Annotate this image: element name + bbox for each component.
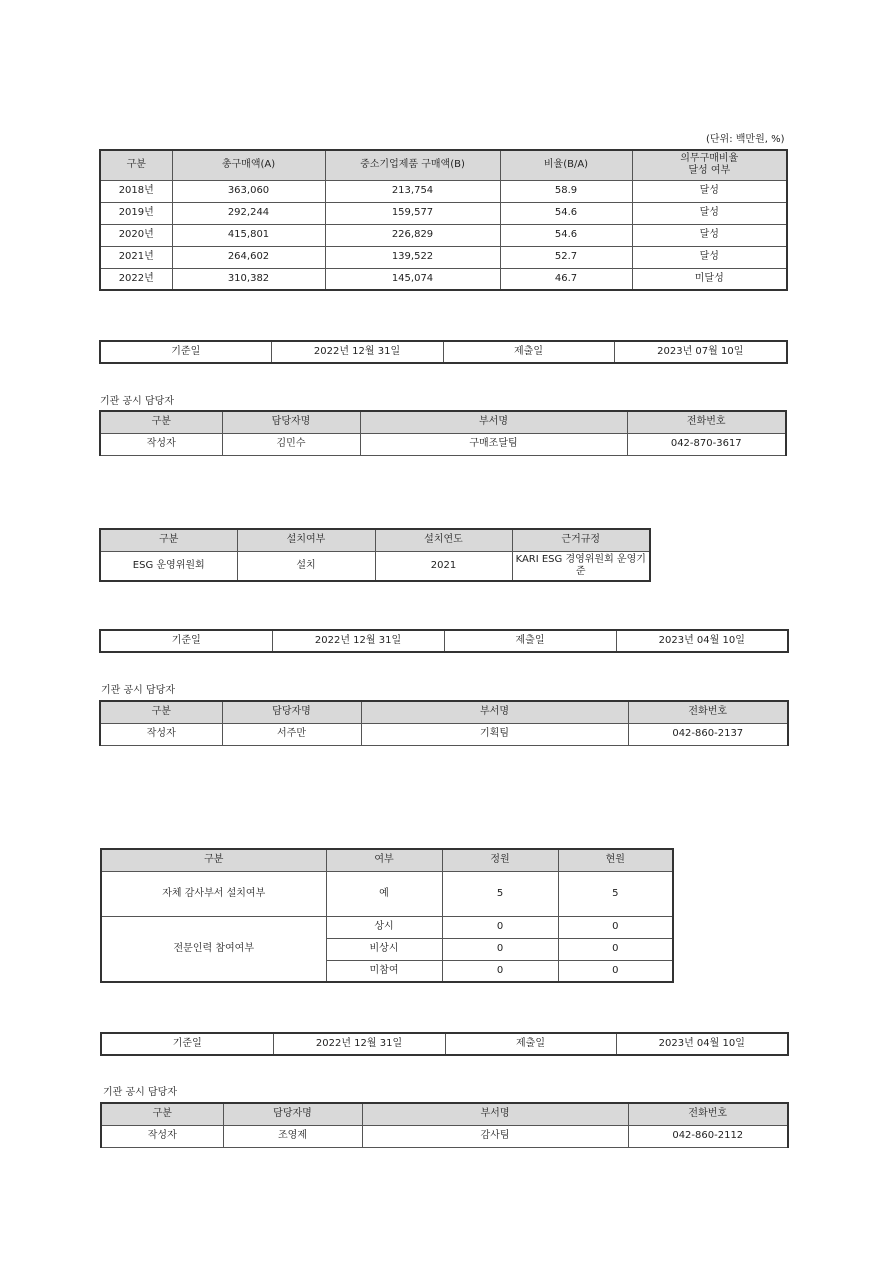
cell-sme: 145,074 <box>325 268 500 290</box>
cell-regulation <box>512 551 650 581</box>
cell-current: 0 <box>558 960 673 982</box>
cell-person: 서주만 <box>222 723 361 745</box>
header-regulation: 근거규정 <box>512 529 650 551</box>
table-row <box>101 1125 788 1147</box>
cell-role: 작성자 <box>100 433 222 455</box>
header-category: 구분 <box>100 411 222 433</box>
header-install-year: 설치연도 <box>375 529 512 551</box>
header-current: 현원 <box>558 849 673 871</box>
table-row <box>100 551 650 581</box>
cell-ratio: 46.7 <box>500 268 632 290</box>
purchase-table <box>99 149 788 291</box>
table-row <box>100 202 787 224</box>
submit-date-label: 제출일 <box>444 630 616 652</box>
cell-current: 5 <box>558 871 673 916</box>
header-category: 구분 <box>101 1103 223 1125</box>
cell-year: 2022년 <box>100 268 172 290</box>
cell-current: 0 <box>558 938 673 960</box>
cell-status: 예 <box>326 871 442 916</box>
header-category: 구분 <box>100 701 222 723</box>
cell-regulation-line1: KARI ESG 경영위원회 운영기 <box>515 553 646 565</box>
cell-department: 감사팀 <box>362 1125 628 1147</box>
table-header-row <box>100 529 650 551</box>
cell-department: 구매조달팀 <box>360 433 627 455</box>
unit-note: (단위: 백만원, %) <box>706 134 785 145</box>
cell-audit-dept: 자체 감사부서 설치여부 <box>101 871 326 916</box>
cell-phone: 042-860-2137 <box>628 723 788 745</box>
submit-date-label: 제출일 <box>443 341 614 363</box>
header-achievement-line2: 달성 여부 <box>688 165 731 177</box>
cell-current: 0 <box>558 916 673 938</box>
header-department: 부서명 <box>361 701 628 723</box>
purchase-table-block <box>99 149 788 291</box>
cell-sme: 139,522 <box>325 246 500 268</box>
table-header-row <box>100 411 786 433</box>
cell-ratio: 52.7 <box>500 246 632 268</box>
cell-achievement: 달성 <box>632 224 787 246</box>
cell-person: 김민수 <box>222 433 360 455</box>
cell-total: 292,244 <box>172 202 325 224</box>
cell-ratio: 58.9 <box>500 180 632 202</box>
header-category: 구분 <box>100 150 172 180</box>
base-date-label: 기준일 <box>100 630 272 652</box>
cell-phone: 042-870-3617 <box>627 433 786 455</box>
cell-achievement: 달성 <box>632 180 787 202</box>
dates-block-1 <box>99 340 788 364</box>
cell-year: 2018년 <box>100 180 172 202</box>
header-status: 여부 <box>326 849 442 871</box>
table-header-row <box>100 701 788 723</box>
cell-year: 2021년 <box>100 246 172 268</box>
cell-regulation-line2: 준 <box>575 565 586 577</box>
contact-section-title: 기관 공시 담당자 <box>100 396 174 407</box>
cell-expert-participation: 전문인력 참여여부 <box>101 916 326 982</box>
cell-sme: 226,829 <box>325 224 500 246</box>
dates-block-2 <box>99 629 789 653</box>
cell-quota: 0 <box>442 916 558 938</box>
table-row <box>100 246 787 268</box>
cell-status: 상시 <box>326 916 442 938</box>
cell-ratio: 54.6 <box>500 224 632 246</box>
header-quota: 정원 <box>442 849 558 871</box>
cell-ratio: 54.6 <box>500 202 632 224</box>
table-header-row <box>101 849 673 871</box>
contact-block-3 <box>100 1102 789 1148</box>
cell-phone: 042-860-2112 <box>628 1125 788 1147</box>
cell-year: 2020년 <box>100 224 172 246</box>
header-total-purchase: 총구매액(A) <box>172 150 325 180</box>
dates-block-3 <box>100 1032 789 1056</box>
header-phone: 전화번호 <box>628 1103 788 1125</box>
header-department: 부서명 <box>362 1103 628 1125</box>
table-row <box>100 433 786 455</box>
dates-table <box>100 1032 789 1056</box>
header-ratio: 비율(B/A) <box>500 150 632 180</box>
cell-department: 기획팀 <box>361 723 628 745</box>
contact-section-title: 기관 공시 담당자 <box>103 1087 177 1098</box>
header-person: 담당자명 <box>222 411 360 433</box>
table-header-row <box>100 150 787 180</box>
submit-date-value: 2023년 07월 10일 <box>614 341 787 363</box>
audit-table <box>100 848 674 983</box>
cell-sme: 213,754 <box>325 180 500 202</box>
cell-installed: 설치 <box>237 551 375 581</box>
cell-person: 조영제 <box>223 1125 362 1147</box>
header-phone: 전화번호 <box>627 411 786 433</box>
table-row <box>100 630 788 652</box>
dates-table <box>99 340 788 364</box>
cell-year: 2019년 <box>100 202 172 224</box>
table-row <box>100 723 788 745</box>
header-department: 부서명 <box>360 411 627 433</box>
base-date-value: 2022년 12월 31일 <box>273 1033 445 1055</box>
header-person: 담당자명 <box>223 1103 362 1125</box>
cell-quota: 0 <box>442 960 558 982</box>
table-row <box>100 224 787 246</box>
header-achievement-line1: 의무구매비율 <box>680 153 739 165</box>
cell-achievement: 미달성 <box>632 268 787 290</box>
header-person: 담당자명 <box>222 701 361 723</box>
cell-status: 비상시 <box>326 938 442 960</box>
cell-committee: ESG 운영위원회 <box>100 551 237 581</box>
contact-block-2 <box>99 700 789 746</box>
cell-achievement: 달성 <box>632 246 787 268</box>
contact-table <box>100 1102 789 1148</box>
table-row <box>100 180 787 202</box>
base-date-label: 기준일 <box>101 1033 273 1055</box>
cell-quota: 0 <box>442 938 558 960</box>
table-row <box>101 871 673 916</box>
contact-section-title: 기관 공시 담당자 <box>101 685 175 696</box>
cell-status: 미참여 <box>326 960 442 982</box>
submit-date-value: 2023년 04월 10일 <box>616 630 788 652</box>
cell-total: 363,060 <box>172 180 325 202</box>
table-row <box>100 268 787 290</box>
header-phone: 전화번호 <box>628 701 788 723</box>
table-row <box>100 341 787 363</box>
header-category: 구분 <box>100 529 237 551</box>
header-installed: 설치여부 <box>237 529 375 551</box>
dates-table <box>99 629 789 653</box>
table-header-row <box>101 1103 788 1125</box>
contact-table <box>99 700 789 746</box>
contact-block-1 <box>99 410 787 456</box>
header-category: 구분 <box>101 849 326 871</box>
cell-sme: 159,577 <box>325 202 500 224</box>
contact-table <box>99 410 787 456</box>
header-achievement <box>632 150 787 180</box>
submit-date-value: 2023년 04월 10일 <box>616 1033 788 1055</box>
cell-total: 310,382 <box>172 268 325 290</box>
header-sme-purchase: 중소기업제품 구매액(B) <box>325 150 500 180</box>
cell-total: 415,801 <box>172 224 325 246</box>
cell-total: 264,602 <box>172 246 325 268</box>
base-date-label: 기준일 <box>100 341 271 363</box>
cell-role: 작성자 <box>101 1125 223 1147</box>
submit-date-label: 제출일 <box>445 1033 616 1055</box>
cell-install-year: 2021 <box>375 551 512 581</box>
cell-role: 작성자 <box>100 723 222 745</box>
base-date-value: 2022년 12월 31일 <box>272 630 444 652</box>
table-row <box>101 916 673 938</box>
base-date-value: 2022년 12월 31일 <box>271 341 443 363</box>
cell-quota: 5 <box>442 871 558 916</box>
cell-achievement: 달성 <box>632 202 787 224</box>
esg-table <box>99 528 651 582</box>
table-row <box>101 1033 788 1055</box>
audit-block <box>100 848 674 983</box>
esg-block <box>99 528 651 582</box>
